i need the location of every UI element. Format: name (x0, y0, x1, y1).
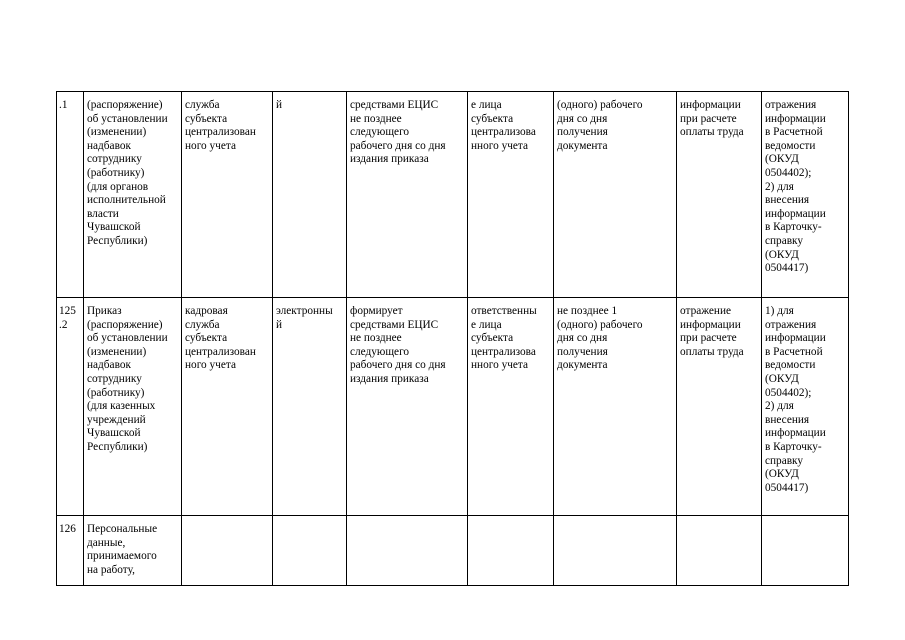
cell-text-line: Республики) (87, 234, 148, 247)
cell-text-line: информации (765, 427, 826, 440)
purpose-cell (762, 92, 849, 298)
cell-text-line: е лица (471, 99, 502, 111)
document-name-cell (84, 92, 182, 298)
cell-text-line: получения (557, 126, 608, 139)
cell-text-line: получения (557, 345, 608, 358)
cell-text-line: информации (680, 318, 741, 331)
action-cell (677, 298, 762, 516)
cell-text-line: средствами ЕЦИС (350, 318, 439, 331)
row-number: 126 (57, 516, 84, 586)
cell-text-line: 2) для (765, 400, 794, 413)
cell-text-line: не позднее 1 (557, 305, 618, 317)
cell-text-line: субъекта (471, 332, 514, 345)
cell-text-line: не позднее (350, 332, 402, 345)
cell-text-line: информации (765, 332, 826, 345)
cell-text-line: не позднее (350, 112, 402, 125)
action-cell (677, 92, 762, 298)
row-number: .1 (57, 92, 84, 298)
cell-text-line: об установлении (87, 112, 168, 125)
cell-text-line: информации (680, 99, 741, 111)
cell-text-line: Персональные (87, 523, 158, 535)
cell-text-line: средствами ЕЦИС (350, 99, 439, 111)
cell-text-line: сотруднику (87, 153, 142, 166)
cell-text-line: Чувашской (87, 427, 141, 440)
cell-text-line: об установлении (87, 332, 168, 345)
cell-text-line: в Карточку- (765, 221, 822, 234)
purpose-cell (762, 298, 849, 516)
cell-text-line: 1) для (765, 305, 794, 317)
cell-text-line: сотруднику (87, 372, 142, 385)
cell-text-line: 0504402); (765, 166, 812, 179)
cell-text-line: информации (765, 207, 826, 220)
cell-text-line: справку (765, 454, 804, 467)
table-row (57, 516, 849, 586)
deadline-cell (554, 516, 677, 586)
cell-text-line: (ОКУД (765, 372, 799, 385)
cell-text-line: 0504417) (765, 262, 809, 275)
cell-text-line: централизован (185, 126, 256, 139)
method-cell (347, 92, 468, 298)
cell-text-line: в Расчетной (765, 345, 823, 358)
cell-text-line: (работнику) (87, 166, 145, 179)
cell-text-line: рабочего дня со дня (350, 359, 446, 372)
cell-text-line: ведомости (765, 359, 816, 372)
responsible-cell (182, 92, 273, 298)
cell-text-line: данные, (87, 536, 126, 549)
cell-text-line: .2 (59, 318, 68, 331)
cell-text-line: издания приказа (350, 372, 429, 385)
cell-text-line: электронны (276, 305, 333, 317)
cell-text-line: централизова (471, 345, 536, 358)
cell-text-line: централизован (185, 345, 256, 358)
cell-text-line: (одного) рабочего (557, 318, 643, 331)
cell-text-line: служба (185, 99, 220, 111)
cell-text-line: дня со дня (557, 112, 608, 125)
cell-text-line: при расчете (680, 332, 737, 345)
cell-text-line: субъекта (471, 112, 514, 125)
cell-text-line: документа (557, 359, 608, 372)
cell-text-line: власти (87, 207, 119, 220)
table-row (57, 298, 849, 516)
cell-text-line: ведомости (765, 139, 816, 152)
cell-text-line: нного учета (471, 139, 528, 152)
cell-text-line: надбавок (87, 139, 131, 152)
method-cell (347, 298, 468, 516)
cell-text-line: в Карточку- (765, 440, 822, 453)
cell-text-line: оплаты труда (680, 345, 744, 358)
cell-text-line: надбавок (87, 359, 131, 372)
cell-text-line: документа (557, 139, 608, 152)
responsible-cell (182, 516, 273, 586)
cell-text-line: нного учета (471, 359, 528, 372)
row-number (57, 298, 84, 516)
cell-text-line: служба (185, 318, 220, 331)
cell-text-line: формирует (350, 305, 403, 317)
method-cell (347, 516, 468, 586)
cell-text-line: внесения (765, 413, 810, 426)
cell-text-line: (распоряжение) (87, 318, 163, 331)
cell-text-line: (распоряжение) (87, 99, 163, 111)
cell-text-line: (одного) рабочего (557, 99, 643, 111)
cell-text-line: (ОКУД (765, 153, 799, 166)
cell-text-line: субъекта (185, 332, 228, 345)
cell-text-line: при расчете (680, 112, 737, 125)
cell-text-line: Республики) (87, 440, 148, 453)
cell-text-line: 0504417) (765, 481, 809, 494)
cell-text-line: оплаты труда (680, 126, 744, 139)
cell-text-line: отражения (765, 318, 817, 331)
cell-text-line: (изменении) (87, 345, 147, 358)
cell-text-line: централизова (471, 126, 536, 139)
cell-text-line: отражения (765, 99, 817, 111)
deadline-cell (554, 298, 677, 516)
cell-text-line: издания приказа (350, 153, 429, 166)
action-cell (677, 516, 762, 586)
cell-text-line: справку (765, 234, 804, 247)
cell-text-line: е лица (471, 318, 502, 331)
executor-cell (468, 92, 554, 298)
document-name-cell (84, 516, 182, 586)
responsible-cell (182, 298, 273, 516)
cell-text-line: принимаемого (87, 550, 157, 563)
cell-text-line: исполнительной (87, 194, 166, 207)
cell-text-line: ответственны (471, 305, 537, 317)
cell-text-line: ного учета (185, 359, 236, 372)
cell-text-line: в Расчетной (765, 126, 823, 139)
cell-text-line: (изменении) (87, 126, 147, 139)
form-cell (273, 516, 347, 586)
cell-text-line: следующего (350, 345, 410, 358)
cell-text-line: Приказ (87, 305, 122, 317)
executor-cell (468, 298, 554, 516)
cell-text-line: (ОКУД (765, 468, 799, 481)
document-table (56, 91, 849, 586)
cell-text-line: ного учета (185, 139, 236, 152)
cell-text-line: на работу, (87, 563, 135, 576)
cell-text-line: (работнику) (87, 386, 145, 399)
cell-text-line: 0504402); (765, 386, 812, 399)
deadline-cell (554, 92, 677, 298)
cell-text-line: Чувашской (87, 221, 141, 234)
cell-text-line: отражение (680, 305, 732, 317)
cell-text-line: рабочего дня со дня (350, 139, 446, 152)
cell-text-line: (ОКУД (765, 248, 799, 261)
table-row (57, 92, 849, 298)
cell-text-line: следующего (350, 126, 410, 139)
cell-text-line: (для казенных (87, 400, 156, 413)
cell-text-line: внесения (765, 194, 810, 207)
cell-text-line: 125 (59, 305, 76, 317)
cell-text-line: субъекта (185, 112, 228, 125)
cell-text-line: 2) для (765, 180, 794, 193)
executor-cell (468, 516, 554, 586)
purpose-cell (762, 516, 849, 586)
form-cell: й (273, 92, 347, 298)
cell-text-line: учреждений (87, 413, 146, 426)
cell-text-line: (для органов (87, 180, 149, 193)
cell-text-line: кадровая (185, 305, 228, 317)
cell-text-line: й (276, 318, 283, 331)
document-name-cell (84, 298, 182, 516)
cell-text-line: информации (765, 112, 826, 125)
form-cell (273, 298, 347, 516)
cell-text-line: дня со дня (557, 332, 608, 345)
